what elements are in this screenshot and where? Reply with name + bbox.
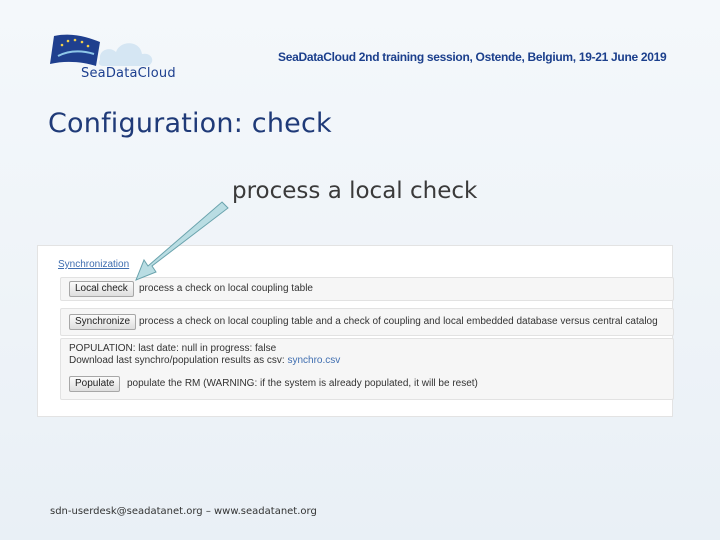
logo-text: SeaDataCloud — [81, 66, 176, 81]
population-status: POPULATION: last date: null in progress: false — [69, 343, 277, 354]
callout-arrow-icon — [130, 196, 230, 286]
local-check-button[interactable]: Local check — [69, 281, 134, 297]
slide-title: Configuration: check — [48, 108, 332, 139]
populate-button[interactable]: Populate — [69, 376, 120, 392]
local-check-description: process a check on local coupling table — [139, 283, 313, 294]
footer-contact: sdn-userdesk@seadatanet.org – www.seadatanet.org — [50, 506, 317, 517]
synchronize-panel — [60, 308, 674, 336]
synchro-csv-link[interactable]: synchro.csv — [287, 355, 341, 366]
download-line — [69, 355, 340, 366]
download-prefix: Download last synchro/population results as csv: — [69, 355, 285, 366]
slide-subtitle: process a local check — [232, 178, 478, 204]
synchronize-description: process a check on local coupling table and a check of coupling and local embedded database versus central catalog — [139, 316, 658, 327]
synchronize-button[interactable]: Synchronize — [69, 314, 136, 330]
synchronization-section-label[interactable]: Synchronization — [58, 259, 130, 270]
populate-description: populate the RM (WARNING: if the system is already populated, it will be reset) — [127, 378, 478, 389]
population-panel — [60, 338, 674, 400]
logo-graphic — [44, 30, 174, 70]
event-title: SeaDataCloud 2nd training session, Ostende, Belgium, 19-21 June 2019 — [278, 50, 667, 64]
